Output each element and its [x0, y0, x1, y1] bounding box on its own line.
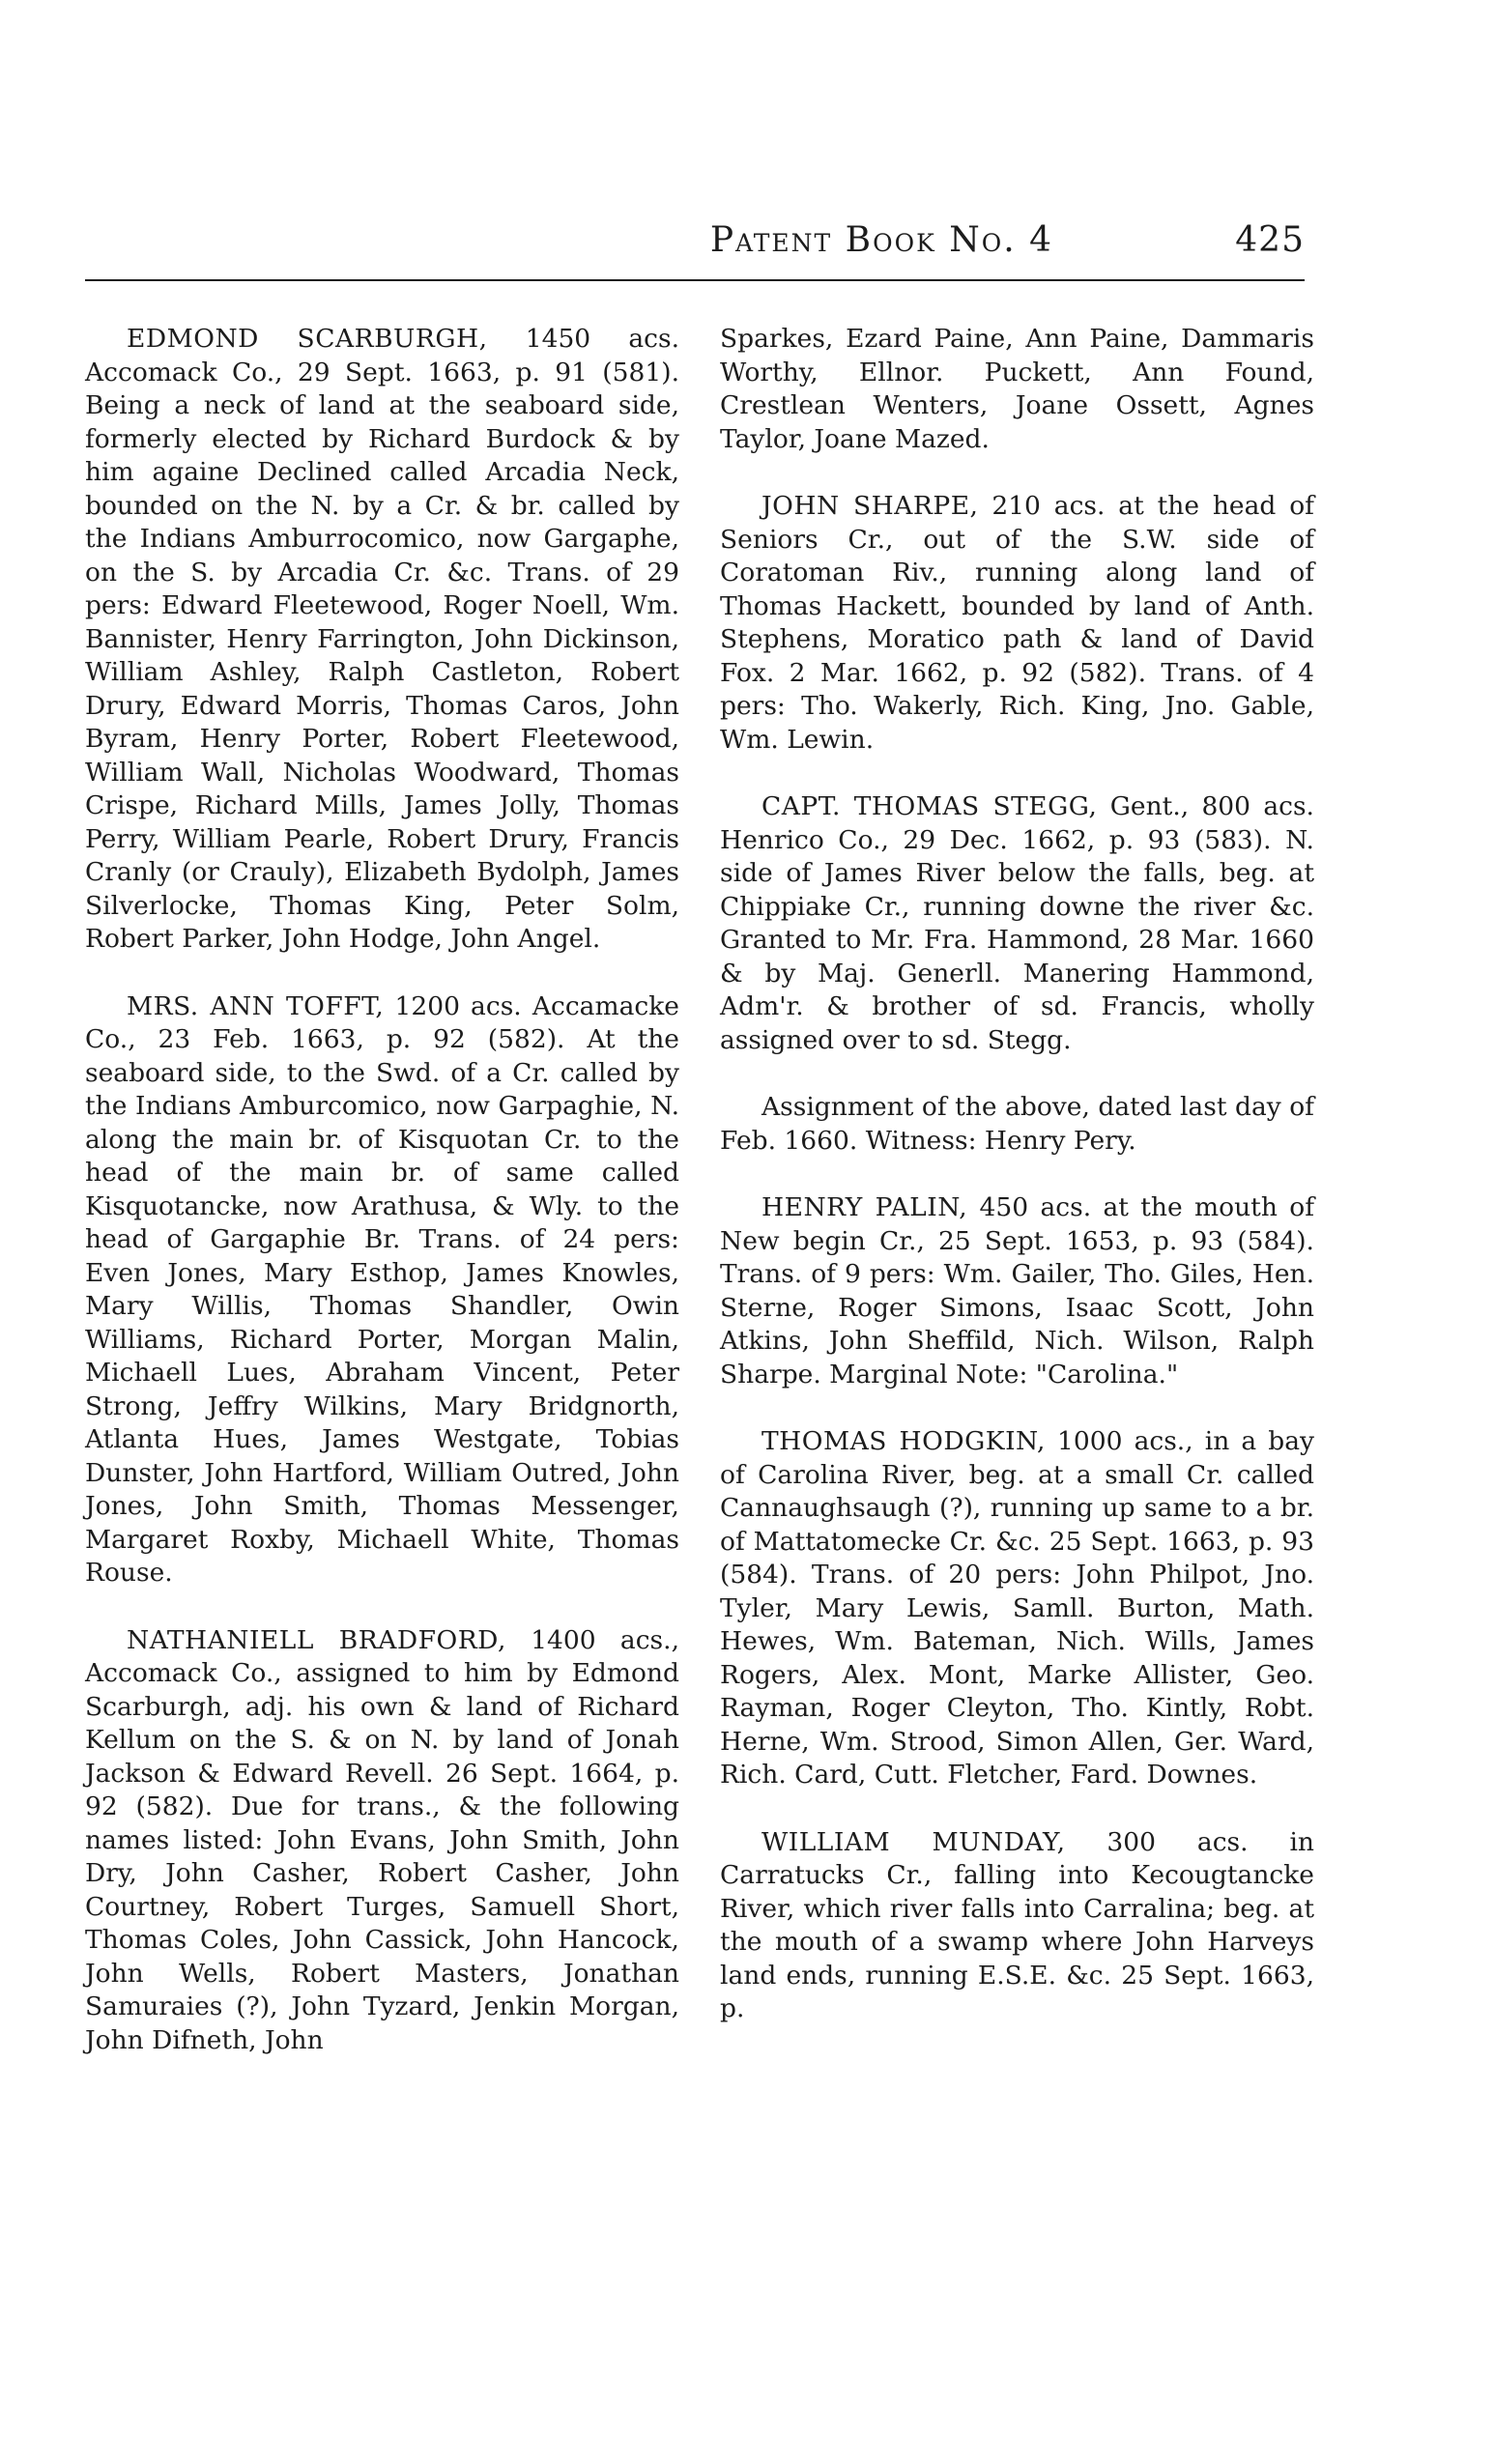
- patent-entry-henry-palin: [720, 1191, 1314, 1391]
- page-header: [85, 220, 1305, 278]
- patent-entry-thomas-stegg: [720, 790, 1314, 1057]
- entry-name: EDMOND SCARBURGH,: [127, 324, 488, 354]
- patent-entry-thomas-hodgkin: [720, 1425, 1314, 1792]
- patent-entry-john-sharpe: [720, 490, 1314, 757]
- entry-name: MRS. ANN TOFFT,: [127, 990, 385, 1021]
- running-title: Patent Book No. 4: [709, 220, 1053, 260]
- entry-name: CAPT. THOMAS STEGG,: [761, 791, 1098, 821]
- patent-entry-continuation: [720, 323, 1314, 456]
- entry-text: 1200 acs. Accamacke Co., 23 Feb. 1663, p. 92 (582). At the seaboard side, to the Swd. of a Cr. called by the Indians Amburcomico, now Garpaghie, N. along the main br. of Kisquotan Cr. to the head of the main br. of same called Kisquotancke, now Arathusa, & Wly. to the head of Gargaphie Br. Trans. of 24 pers: Even Jones, Mary Esthop, James Knowles, Mary Willis, Thomas Shandler, Owin Williams, Richard Porter, Morgan Malin, Michaell Lues, Abraham Vincent, Peter Strong, Jeffry Wilkins, Mary Bridgnorth, Atlanta Hues, James Westgate, Tobias Dunster, John Hartford, William Outred, John Jones, John Smith, Thomas Messenger, Margaret Roxby, Michaell White, Thomas Rouse.: [85, 990, 679, 1588]
- patent-entry-william-munday: [720, 1826, 1314, 2026]
- left-column: [85, 323, 679, 2091]
- entry-name: NATHANIELL BRADFORD,: [127, 1624, 506, 1655]
- page-number: 425: [1235, 220, 1305, 260]
- entry-name: THOMAS HODGKIN,: [761, 1426, 1046, 1456]
- header-rule: [85, 279, 1305, 281]
- entry-text: Assignment of the above, dated last day of Feb. 1660. Witness: Henry Pery.: [720, 1092, 1314, 1156]
- entry-name: WILLIAM MUNDAY,: [761, 1826, 1066, 1857]
- entry-text: 210 acs. at the head of Seniors Cr., out of the S.W. side of Coratoman Riv., running along land of Thomas Hackett, bounded by land of Anth. Stephens, Moratico path & land of David Fox. 2 Mar. 1662, p. 92 (582). Trans. of 4 pers: Tho. Wakerly, Rich. King, Jno. Gable, Wm. Lewin.: [720, 491, 1314, 755]
- entry-text: 450 acs. at the mouth of New begin Cr., 25 Sept. 1653, p. 93 (584). Trans. of 9 pers: Wm. Gailer, Tho. Giles, Hen. Sterne, Roger Simons, Isaac Scott, John Atkins, John Sheffild, Nich. Wilson, Ralph Sharpe. Marginal Note: "Carolina.": [720, 1192, 1314, 1390]
- right-column: [720, 323, 1314, 2060]
- patent-entry-edmond-scarburgh: [85, 323, 679, 957]
- entry-text: 1400 acs., Accomack Co., assigned to him by Edmond Scarburgh, adj. his own & land of Richard Kellum on the S. & on N. by land of Jonah Jackson & Edward Revell. 26 Sept. 1664, p. 92 (582). Due for trans., & the following names listed: John Evans, John Smith, John Dry, John Casher, Robert Casher, John Courtney, Robert Turges, Samuell Short, Thomas Coles, John Cassick, John Hancock, John Wells, Robert Masters, Jonathan Samuraies (?), John Tyzard, Jenkin Morgan, John Difneth, John: [85, 1624, 679, 2055]
- entry-name: JOHN SHARPE,: [761, 491, 979, 521]
- entry-text: 300 acs. in Carratucks Cr., falling into Kecougtancke River, which river falls into Carralina; beg. at the mouth of a swamp where John Harveys land ends, running E.S.E. &c. 25 Sept. 1663, p.: [720, 1826, 1315, 2023]
- patent-entry-assignment: [720, 1091, 1314, 1158]
- patent-entry-nathaniell-bradford: [85, 1624, 679, 2058]
- entry-text: Sparkes, Ezard Paine, Ann Paine, Dammaris Worthy, Ellnor. Puckett, Ann Found, Crestlean Wenters, Joane Ossett, Agnes Taylor, Joane Mazed.: [720, 324, 1314, 454]
- patent-entry-ann-tofft: [85, 990, 679, 1590]
- entry-text: Gent., 800 acs. Henrico Co., 29 Dec. 1662, p. 93 (583). N. side of James River below the falls, beg. at Chippiake Cr., running downe the river &c. Granted to Mr. Fra. Hammond, 28 Mar. 1660 & by Maj. Generll. Manering Hammond, Adm'r. & brother of sd. Francis, wholly assigned over to sd. Stegg.: [720, 791, 1314, 1055]
- entry-name: HENRY PALIN,: [761, 1192, 968, 1222]
- entry-text: 1000 acs., in a bay of Carolina River, beg. at a small Cr. called Cannaughsaugh (?), running up same to a br. of Mattatomecke Cr. &c. 25 Sept. 1663, p. 93 (584). Trans. of 20 pers: John Philpot, Jno. Tyler, Mary Lewis, Samll. Burton, Math. Hewes, Wm. Bateman, Nich. Wills, James Rogers, Alex. Mont, Marke Allister, Geo. Rayman, Roger Cleyton, Tho. Kintly, Robt. Herne, Wm. Strood, Simon Allen, Ger. Ward, Rich. Card, Cutt. Fletcher, Fard. Downes.: [720, 1426, 1314, 1790]
- entry-text: 1450 acs. Accomack Co., 29 Sept. 1663, p. 91 (581). Being a neck of land at the seaboard side, formerly elected by Richard Burdock & by him againe Declined called Arcadia Neck, bounded on the N. by a Cr. & br. called by the Indians Amburrocomico, now Gargaphe, on the S. by Arcadia Cr. &c. Trans. of 29 pers: Edward Fleetewood, Roger Noell, Wm. Bannister, Henry Farrington, John Dickinson, William Ashley, Ralph Castleton, Robert Drury, Edward Morris, Thomas Caros, John Byram, Henry Porter, Robert Fleetewood, William Wall, Nicholas Woodward, Thomas Crispe, Richard Mills, James Jolly, Thomas Perry, William Pearle, Robert Drury, Francis Cranly (or Crauly), Elizabeth Bydolph, James Silverlocke, Thomas King, Peter Solm, Robert Parker, John Hodge, John Angel.: [85, 324, 679, 954]
